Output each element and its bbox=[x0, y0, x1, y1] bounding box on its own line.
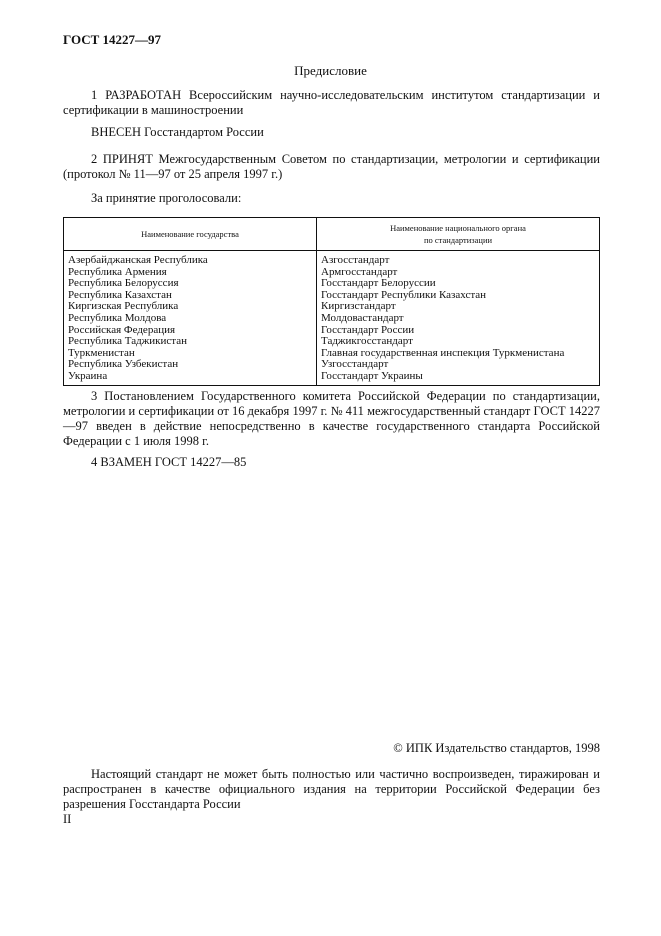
cell-state: Киргизская Республика bbox=[64, 301, 317, 313]
section-1-text: 1 РАЗРАБОТАН Всероссийским научно-исследовательским институтом стандартизации и сертификации в машиностроении bbox=[63, 88, 600, 117]
section-3 bbox=[63, 389, 600, 449]
cell-state: Республика Белоруссия bbox=[64, 278, 317, 290]
cell-standards-body: Главная государственная инспекция Туркменистана bbox=[317, 348, 600, 360]
section-2 bbox=[63, 152, 600, 182]
column-header-body-line1: Наименование национального органа bbox=[390, 223, 526, 233]
page-number: II bbox=[63, 812, 72, 826]
section-1b-text: ВНЕСЕН Госстандартом России bbox=[91, 125, 264, 139]
footer-note bbox=[63, 767, 600, 812]
cell-standards-body: Госстандарт Белоруссии bbox=[317, 278, 600, 290]
cell-standards-body: Госстандарт Республики Казахстан bbox=[317, 290, 600, 302]
cell-state: Республика Молдова bbox=[64, 313, 317, 325]
table-row bbox=[64, 313, 600, 325]
cell-standards-body: Азгосстандарт bbox=[317, 251, 600, 267]
column-header-body-line2: по стандартизации bbox=[423, 235, 493, 245]
cell-standards-body: Госстандарт России bbox=[317, 325, 600, 337]
table-header-row bbox=[64, 218, 600, 251]
cell-state: Республика Узбекистан bbox=[64, 359, 317, 371]
section-2-text: 2 ПРИНЯТ Межгосударственным Советом по стандартизации, метрологии и сертификации (протокол № 11—97 от 25 апреля 1997 г.) bbox=[63, 152, 600, 181]
cell-standards-body: Армгосстандарт bbox=[317, 267, 600, 279]
table-row bbox=[64, 336, 600, 348]
cell-state: Украина bbox=[64, 371, 317, 385]
section-4 bbox=[63, 455, 600, 470]
cell-standards-body: Таджикгосстандарт bbox=[317, 336, 600, 348]
copyright-notice: © ИПК Издательство стандартов, 1998 bbox=[393, 741, 600, 755]
table-row bbox=[64, 371, 600, 385]
section-1-submitted bbox=[63, 125, 600, 140]
standard-code-header: ГОСТ 14227—97 bbox=[63, 32, 162, 47]
cell-state: Туркменистан bbox=[64, 348, 317, 360]
cell-state: Республика Армения bbox=[64, 267, 317, 279]
column-header-body bbox=[317, 218, 600, 251]
cell-standards-body: Госстандарт Украины bbox=[317, 371, 600, 385]
cell-standards-body: Молдовастандарт bbox=[317, 313, 600, 325]
cell-standards-body: Узгосстандарт bbox=[317, 359, 600, 371]
cell-state: Республика Казахстан bbox=[64, 290, 317, 302]
table-body bbox=[64, 251, 600, 386]
column-header-state: Наименование государства bbox=[64, 218, 317, 251]
page-title: Предисловие bbox=[294, 63, 367, 78]
section-2-voted bbox=[63, 191, 600, 206]
section-1 bbox=[63, 88, 600, 118]
cell-state: Республика Таджикистан bbox=[64, 336, 317, 348]
cell-state: Российская Федерация bbox=[64, 325, 317, 337]
cell-standards-body: Киргизстандарт bbox=[317, 301, 600, 313]
cell-state: Азербайджанская Республика bbox=[64, 251, 317, 267]
section-4-text: 4 ВЗАМЕН ГОСТ 14227—85 bbox=[91, 455, 247, 469]
table-row bbox=[64, 251, 600, 267]
section-3-text: 3 Постановлением Государственного комитета Российской Федерации по стандартизации, метрологии и сертификации от 16 декабря 1997 г. № 411 межгосударственный стандарт ГОСТ 14227—97 введен в действие непосредственно в качестве государственного стандарта Российской Федерации с 1 июля 1998 г. bbox=[63, 389, 600, 448]
footer-note-text: Настоящий стандарт не может быть полностью или частично воспроизведен, тиражирован и распространен в качестве официального издания на территории Российской Федерации без разрешения Госстандарта России bbox=[63, 767, 600, 811]
voting-states-table bbox=[63, 217, 600, 386]
section-2b-text: За принятие проголосовали: bbox=[91, 191, 242, 205]
